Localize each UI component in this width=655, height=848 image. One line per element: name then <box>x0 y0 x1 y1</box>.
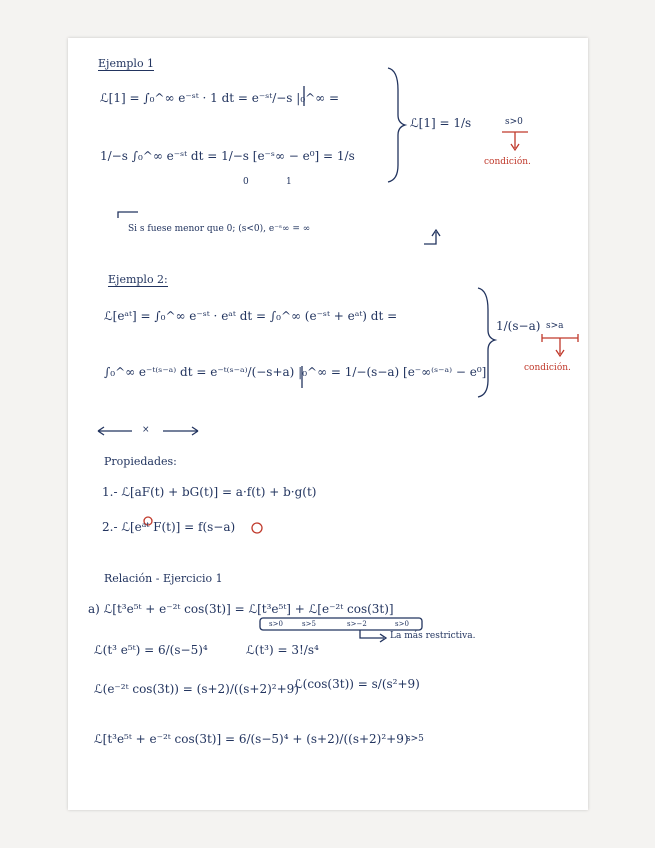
relation-heading: Relación - Ejercicio 1 <box>104 572 223 585</box>
example-1-result: ℒ[1] = 1/s <box>410 116 472 130</box>
formula-3: ℒ(e⁻²ᵗ cos(3t)) = (s+2)/((s+2)²+9) <box>94 682 299 696</box>
example-2-heading: Ejemplo 2: <box>108 273 168 286</box>
note-left-arrow <box>118 212 138 218</box>
condition-arrow-1 <box>502 132 528 150</box>
separator-mark: × <box>142 425 150 435</box>
condition-2: s>5 <box>302 620 316 628</box>
example-1-under-zero: 0 <box>243 177 249 187</box>
example-1-under-one: 1 <box>286 177 292 187</box>
example-2-result: 1/(s−a) <box>496 319 541 333</box>
formula-2: ℒ(t³) = 3!/s⁴ <box>246 643 319 657</box>
condition-arrow-2 <box>542 334 578 356</box>
condition-3: s>−2 <box>347 620 367 628</box>
restrictive-note: La más restrictiva. <box>390 631 476 641</box>
formula-4: ℒ(cos(3t)) = s/(s²+9) <box>294 677 420 691</box>
separator-left-arrow <box>98 427 132 435</box>
example-1-line-2: 1/−s ∫₀^∞ e⁻ˢᵗ dt = 1/−s [e⁻ˢ∞ − e⁰] = 1/s <box>100 149 355 163</box>
condition-1: s>0 <box>269 620 283 628</box>
example-2-condition: s>a <box>546 321 564 331</box>
property-1: 1.- ℒ[aF(t) + bG(t)] = a·f(t) + b·g(t) <box>102 485 317 499</box>
properties-heading: Propiedades: <box>104 455 177 468</box>
example-1-heading: Ejemplo 1 <box>98 57 155 70</box>
example-1-line-1: ℒ[1] = ∫₀^∞ e⁻ˢᵗ · 1 dt = e⁻ˢᵗ/−s |₀^∞ = <box>100 91 340 105</box>
condition-4: s>0 <box>395 620 409 628</box>
relation-line-a: a) ℒ[t³e⁵ᵗ + e⁻²ᵗ cos(3t)] = ℒ[t³e⁵ᵗ] + ℒ[e⁻²ᵗ cos(3t)] <box>88 602 394 616</box>
example-1-condition-label: condición. <box>484 157 531 167</box>
formula-1: ℒ(t³ e⁵ᵗ) = 6/(s−5)⁴ <box>94 643 208 657</box>
highlight-a <box>252 523 262 533</box>
brace-example-2 <box>478 288 495 397</box>
example-2-condition-label: condición. <box>524 363 571 373</box>
final-formula: ℒ[t³e⁵ᵗ + e⁻²ᵗ cos(3t)] = 6/(s−5)⁴ + (s+2)/((s+2)²+9) <box>94 732 409 746</box>
final-condition: s>5 <box>406 734 424 744</box>
property-2: 2.- ℒ[eᵃᵗ F(t)] = f(s−a) <box>102 520 236 534</box>
example-2-line-2: ∫₀^∞ e⁻ᵗ⁽ˢ⁻ᵃ⁾ dt = e⁻ᵗ⁽ˢ⁻ᵃ⁾/(−s+a) |₀^∞ = 1/−(s−a) [e⁻∞⁽ˢ⁻ᵃ⁾ − e⁰] <box>104 365 487 379</box>
example-1-note: Si s fuese menor que 0; (s<0), e⁻ˢ∞ = ∞ <box>128 224 311 234</box>
example-2-line-1: ℒ[eᵃᵗ] = ∫₀^∞ e⁻ˢᵗ · eᵃᵗ dt = ∫₀^∞ (e⁻ˢᵗ + eᵃᵗ) dt = <box>104 309 398 323</box>
separator-right-arrow <box>163 427 198 435</box>
example-1-condition: s>0 <box>505 117 523 127</box>
brace-example-1 <box>388 68 405 182</box>
